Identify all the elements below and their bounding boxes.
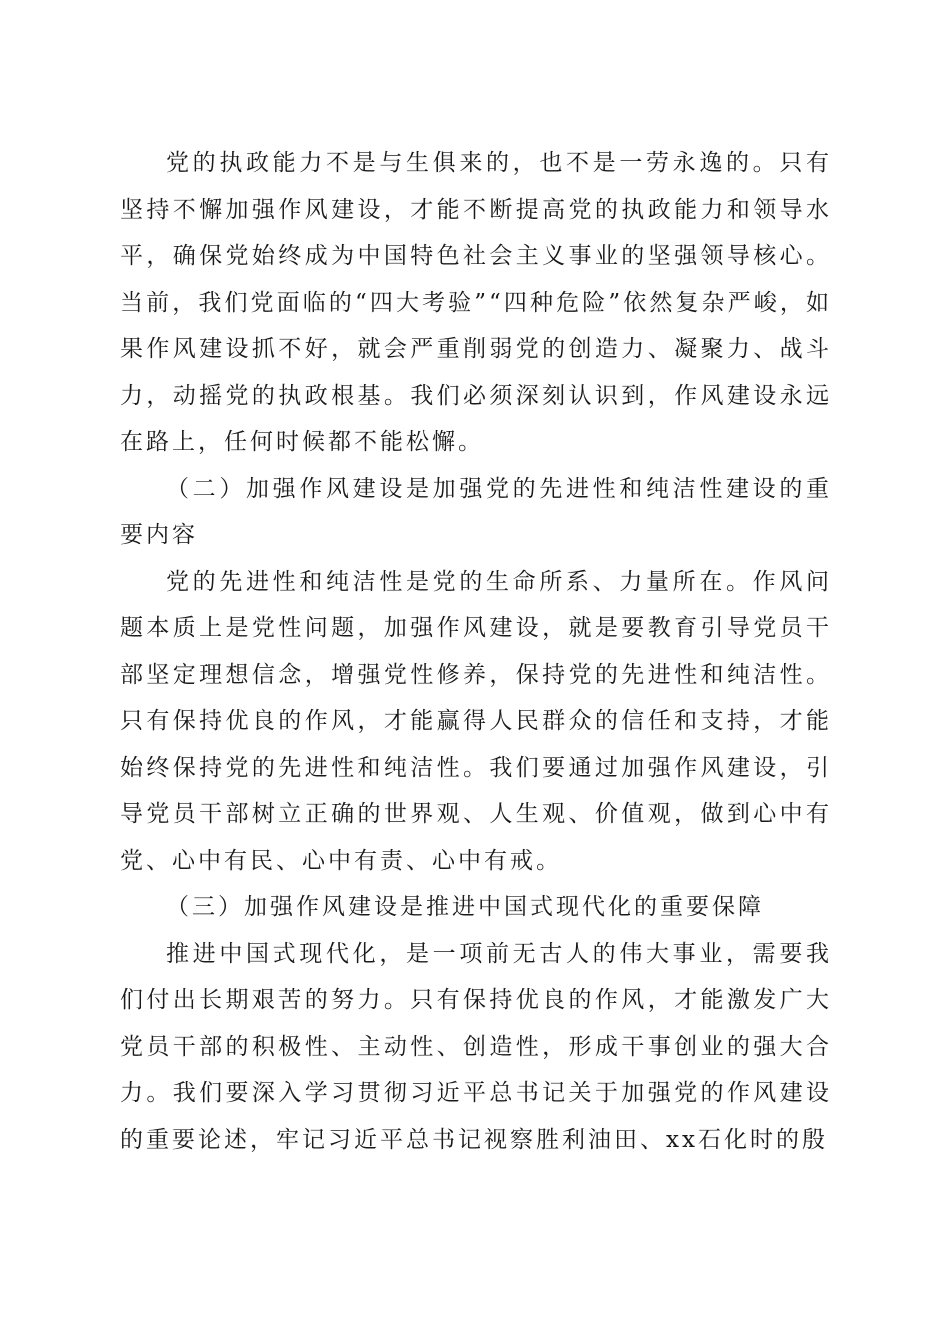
document-body	[120, 140, 832, 1163]
section-heading-3: （三）加强作风建设是推进中国式现代化的重要保障	[166, 894, 764, 920]
section-heading-2: （二）加强作风建设是加强党的先进性和纯洁性建设的重要内容	[120, 475, 832, 548]
paragraph-advancement-purity: 党的先进性和纯洁性是党的生命所系、力量所在。作风问题本质上是党性问题，加强作风建设，就是要教育引导党员干部坚定理想信念，增强党性修养，保持党的先进性和纯洁性。只有保持优良的作风，才能赢得人民群众的信任和支持，才能始终保持党的先进性和纯洁性。我们要通过加强作风建设，引导党员干部树立正确的世界观、人生观、价值观，做到心中有党、心中有民、心中有责、心中有戒。	[120, 568, 832, 874]
paragraph-modernization: 推进中国式现代化，是一项前无古人的伟大事业，需要我们付出长期艰苦的努力。只有保持优良的作风，才能激发广大党员干部的积极性、主动性、创造性，形成干事创业的强大合力。我们要深入学习贯彻习近平总书记关于加强党的作风建设的重要论述，牢记习近平总书记视察胜利油田、xx石化时的殷	[120, 940, 832, 1153]
paragraph-governing-capacity: 党的执政能力不是与生俱来的，也不是一劳永逸的。只有坚持不懈加强作风建设，才能不断提高党的执政能力和领导水平，确保党始终成为中国特色社会主义事业的坚强领导核心。当前，我们党面临的“四大考验”“四种危险”依然复杂严峻，如果作风建设抓不好，就会严重削弱党的创造力、凝聚力、战斗力，动摇党的执政根基。我们必须深刻认识到，作风建设永远在路上，任何时候都不能松懈。	[120, 150, 832, 455]
